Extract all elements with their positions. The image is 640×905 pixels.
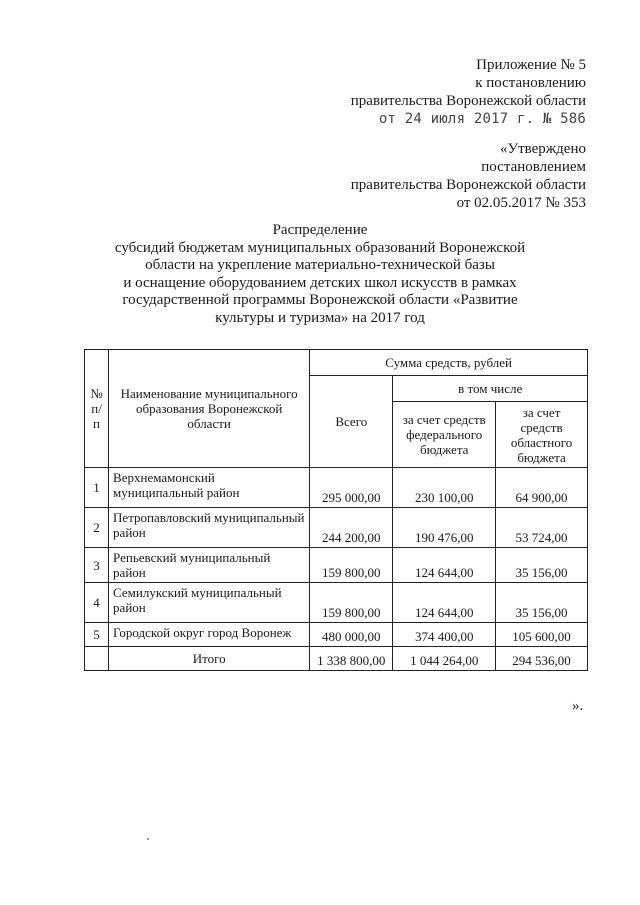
- approval-block: [351, 140, 586, 212]
- title-line-4: и оснащение оборудованием детских школ искусств в рамках: [123, 274, 517, 291]
- appendix-to-resolution: к постановлению: [475, 75, 586, 91]
- row-federal: 124 644,00: [393, 583, 496, 623]
- row-federal: 190 476,00: [393, 508, 496, 548]
- row-regional: 53 724,00: [496, 508, 588, 548]
- title-line-2: субсидий бюджетам муниципальных образований Воронежской: [114, 239, 526, 256]
- row-name: Семилукский муниципальный район: [109, 583, 310, 623]
- row-regional: 35 156,00: [496, 583, 588, 623]
- approval-date-number: от 02.05.2017 № 353: [456, 195, 586, 211]
- row-total: 480 000,00: [310, 623, 393, 647]
- row-name: Верхнемамонский муниципальный район: [109, 468, 310, 508]
- document-title: [80, 222, 560, 327]
- row-number: 4: [85, 583, 109, 623]
- row-federal: 374 400,00: [393, 623, 496, 647]
- title-line-6: культуры и туризма» на 2017 год: [215, 309, 425, 326]
- totals-row: [85, 647, 588, 671]
- totals-empty-cell: [85, 647, 109, 671]
- header-regional: за счет средств областного бюджета: [496, 402, 588, 468]
- appendix-date-stamp: от 24 июля 2017 г. № 586: [378, 111, 586, 127]
- approval-by-resolution: постановлением: [481, 159, 586, 175]
- table-row: [85, 583, 588, 623]
- row-regional: 35 156,00: [496, 548, 588, 583]
- header-name: Наименование муниципального образования Воронежской области: [109, 350, 310, 468]
- appendix-number: Приложение № 5: [476, 57, 586, 73]
- table-row: [85, 623, 588, 647]
- appendix-header: [351, 56, 586, 128]
- row-number: 3: [85, 548, 109, 583]
- row-number: 5: [85, 623, 109, 647]
- row-total: 159 800,00: [310, 548, 393, 583]
- header-federal: за счет средств федерального бюджета: [393, 402, 496, 468]
- row-name: Петропавловский муниципальный район: [109, 508, 310, 548]
- approval-issuer: правительства Воронежской области: [350, 177, 586, 193]
- row-federal: 230 100,00: [393, 468, 496, 508]
- table-row: [85, 468, 588, 508]
- row-number: 2: [85, 508, 109, 548]
- row-total: 295 000,00: [310, 468, 393, 508]
- row-regional: 105 600,00: [496, 623, 588, 647]
- header-including: в том числе: [393, 376, 588, 402]
- header-total: Всего: [310, 376, 393, 468]
- approval-approved: «Утверждено: [499, 141, 586, 157]
- totals-label: Итого: [109, 647, 310, 671]
- row-federal: 124 644,00: [393, 548, 496, 583]
- table-row: [85, 508, 588, 548]
- row-total: 159 800,00: [310, 583, 393, 623]
- row-total: 244 200,00: [310, 508, 393, 548]
- row-regional: 64 900,00: [496, 468, 588, 508]
- title-line-1: Распределение: [272, 222, 368, 238]
- totals-regional: 294 536,00: [496, 647, 588, 671]
- closing-quote: ».: [572, 698, 584, 714]
- header-sum: Сумма средств, рублей: [310, 350, 588, 376]
- scan-speck: [147, 838, 149, 840]
- table-row: [85, 548, 588, 583]
- distribution-table: [84, 349, 588, 671]
- title-line-3: области на укрепление материально-технической базы: [145, 257, 495, 273]
- header-num: № п/п: [85, 350, 109, 468]
- row-name: Репьевский муниципальный район: [109, 548, 310, 583]
- row-name: Городской округ город Воронеж: [109, 623, 310, 647]
- totals-federal: 1 044 264,00: [393, 647, 496, 671]
- title-line-5: государственной программы Воронежской области «Развитие: [122, 292, 518, 308]
- row-number: 1: [85, 468, 109, 508]
- appendix-issuer: правительства Воронежской области: [350, 93, 586, 109]
- totals-total: 1 338 800,00: [310, 647, 393, 671]
